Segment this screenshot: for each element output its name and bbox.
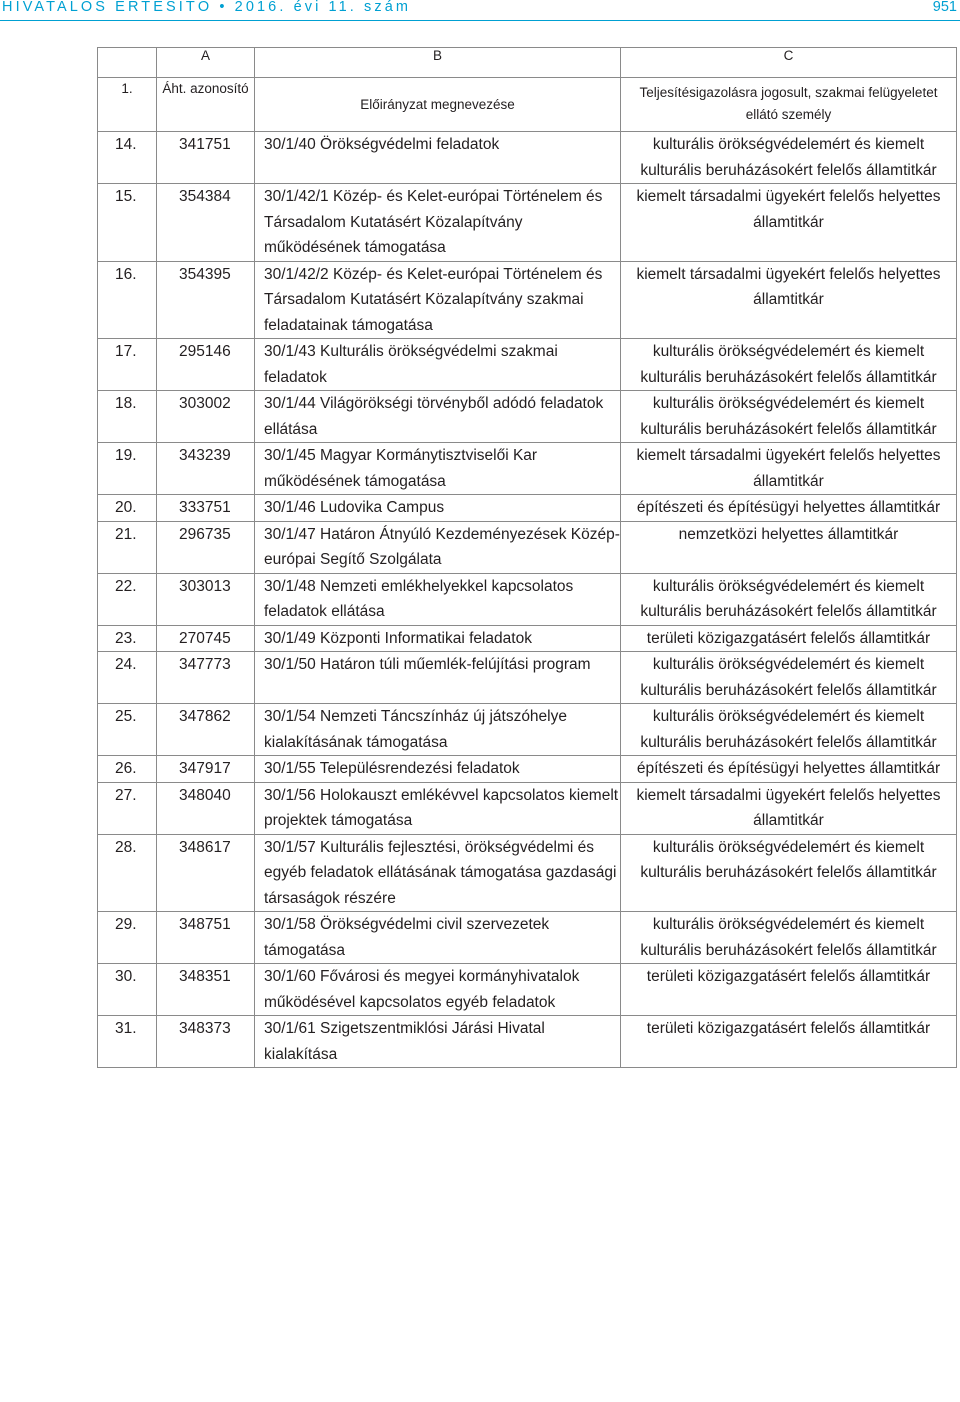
aht-id: 354384	[157, 184, 255, 262]
table-row	[98, 834, 957, 912]
aht-id: 347862	[157, 704, 255, 756]
table-row	[98, 756, 957, 783]
row-number: 18.	[98, 391, 157, 443]
column-letter: B	[255, 48, 621, 78]
column-header: Előirányzat megnevezése	[255, 78, 621, 132]
row-number: 17.	[98, 339, 157, 391]
row-number: 24.	[98, 652, 157, 704]
row-number: 26.	[98, 756, 157, 783]
responsible-person: területi közigazgatásért felelős államtitkár	[621, 625, 957, 652]
table-row	[98, 912, 957, 964]
appropriation-name: 30/1/42/2 Közép- és Kelet-európai Történelem és Társadalom Kutatásért Közalapítvány szakmai feladatainak támogatása	[255, 261, 621, 339]
responsible-person: nemzetközi helyettes államtitkár	[621, 521, 957, 573]
responsible-person: kiemelt társadalmi ügyekért felelős helyettes államtitkár	[621, 261, 957, 339]
page-header	[0, 0, 960, 22]
row-number: 23.	[98, 625, 157, 652]
aht-id: 348373	[157, 1016, 255, 1068]
column-header: Áht. azonosító	[157, 78, 255, 132]
column-header: Teljesítésigazolásra jogosult, szakmai felügyeletet ellátó személy	[621, 78, 957, 132]
aht-id: 333751	[157, 495, 255, 522]
appropriation-name: 30/1/58 Örökségvédelmi civil szervezetek támogatása	[255, 912, 621, 964]
aht-id: 343239	[157, 443, 255, 495]
aht-id: 303002	[157, 391, 255, 443]
table-row	[98, 184, 957, 262]
row-number: 31.	[98, 1016, 157, 1068]
appropriation-name: 30/1/56 Holokauszt emlékévvel kapcsolatos kiemelt projektek támogatása	[255, 782, 621, 834]
column-header-row	[98, 78, 957, 132]
row-number: 21.	[98, 521, 157, 573]
responsible-person: kulturális örökségvédelemért és kiemelt kulturális beruházásokért felelős államtitkár	[621, 834, 957, 912]
table-row	[98, 443, 957, 495]
appropriation-name: 30/1/57 Kulturális fejlesztési, örökségvédelmi és egyéb feladatok ellátásának támogatása gazdasági társaságok részére	[255, 834, 621, 912]
appropriation-name: 30/1/46 Ludovika Campus	[255, 495, 621, 522]
column-letter: C	[621, 48, 957, 78]
row-number: 16.	[98, 261, 157, 339]
column-header: 1.	[98, 78, 157, 132]
aht-id: 347917	[157, 756, 255, 783]
appropriation-name: 30/1/42/1 Közép- és Kelet-európai Történelem és Társadalom Kutatásért Közalapítvány működésének támogatása	[255, 184, 621, 262]
responsible-person: területi közigazgatásért felelős államtitkár	[621, 1016, 957, 1068]
aht-id: 348617	[157, 834, 255, 912]
table-row	[98, 261, 957, 339]
column-letter-row	[98, 48, 957, 78]
aht-id: 296735	[157, 521, 255, 573]
responsible-person: kulturális örökségvédelemért és kiemelt kulturális beruházásokért felelős államtitkár	[621, 391, 957, 443]
aht-id: 348040	[157, 782, 255, 834]
page-number: 951	[932, 0, 957, 15]
responsible-person: kulturális örökségvédelemért és kiemelt kulturális beruházásokért felelős államtitkár	[621, 339, 957, 391]
responsible-person: kiemelt társadalmi ügyekért felelős helyettes államtitkár	[621, 184, 957, 262]
table-row	[98, 782, 957, 834]
row-number: 29.	[98, 912, 157, 964]
table-row	[98, 132, 957, 184]
table-row	[98, 391, 957, 443]
responsible-person: kulturális örökségvédelemért és kiemelt kulturális beruházásokért felelős államtitkár	[621, 652, 957, 704]
table-row	[98, 625, 957, 652]
responsible-person: kulturális örökségvédelemért és kiemelt kulturális beruházásokért felelős államtitkár	[621, 912, 957, 964]
aht-id: 354395	[157, 261, 255, 339]
aht-id: 270745	[157, 625, 255, 652]
appropriation-name: 30/1/47 Határon Átnyúló Kezdeményezések Közép-európai Segítő Szolgálata	[255, 521, 621, 573]
table-row	[98, 652, 957, 704]
table-row	[98, 704, 957, 756]
row-number: 27.	[98, 782, 157, 834]
row-number: 14.	[98, 132, 157, 184]
appropriation-name: 30/1/61 Szigetszentmiklósi Járási Hivatal kialakítása	[255, 1016, 621, 1068]
aht-id: 341751	[157, 132, 255, 184]
appropriation-table	[97, 47, 957, 1068]
row-number: 28.	[98, 834, 157, 912]
row-number: 30.	[98, 964, 157, 1016]
appropriation-name: 30/1/48 Nemzeti emlékhelyekkel kapcsolatos feladatok ellátása	[255, 573, 621, 625]
row-number: 19.	[98, 443, 157, 495]
running-title: HIVATALOS ÉRTESÍTŐ • 2016. évi 11. szám	[2, 0, 412, 15]
row-number: 15.	[98, 184, 157, 262]
appropriation-name: 30/1/55 Településrendezési feladatok	[255, 756, 621, 783]
aht-id: 303013	[157, 573, 255, 625]
header-rule	[0, 20, 960, 21]
appropriation-name: 30/1/50 Határon túli műemlék-felújítási program	[255, 652, 621, 704]
appropriation-name: 30/1/43 Kulturális örökségvédelmi szakmai feladatok	[255, 339, 621, 391]
aht-id: 347773	[157, 652, 255, 704]
aht-id: 348351	[157, 964, 255, 1016]
aht-id: 295146	[157, 339, 255, 391]
responsible-person: építészeti és építésügyi helyettes államtitkár	[621, 756, 957, 783]
row-number: 25.	[98, 704, 157, 756]
column-letter: A	[157, 48, 255, 78]
responsible-person: kulturális örökségvédelemért és kiemelt kulturális beruházásokért felelős államtitkár	[621, 704, 957, 756]
appropriation-name: 30/1/40 Örökségvédelmi feladatok	[255, 132, 621, 184]
row-number: 20.	[98, 495, 157, 522]
appropriation-name: 30/1/49 Központi Informatikai feladatok	[255, 625, 621, 652]
responsible-person: kulturális örökségvédelemért és kiemelt kulturális beruházásokért felelős államtitkár	[621, 573, 957, 625]
table-row	[98, 573, 957, 625]
responsible-person: kulturális örökségvédelemért és kiemelt kulturális beruházásokért felelős államtitkár	[621, 132, 957, 184]
responsible-person: építészeti és építésügyi helyettes államtitkár	[621, 495, 957, 522]
responsible-person: kiemelt társadalmi ügyekért felelős helyettes államtitkár	[621, 782, 957, 834]
table-row	[98, 521, 957, 573]
table-row	[98, 339, 957, 391]
table-row	[98, 964, 957, 1016]
appropriation-name: 30/1/60 Fővárosi és megyei kormányhivatalok működésével kapcsolatos egyéb feladatok	[255, 964, 621, 1016]
table-row	[98, 1016, 957, 1068]
responsible-person: területi közigazgatásért felelős államtitkár	[621, 964, 957, 1016]
appropriation-name: 30/1/44 Világörökségi törvényből adódó feladatok ellátása	[255, 391, 621, 443]
row-number: 22.	[98, 573, 157, 625]
column-letter	[98, 48, 157, 78]
responsible-person: kiemelt társadalmi ügyekért felelős helyettes államtitkár	[621, 443, 957, 495]
appropriation-name: 30/1/54 Nemzeti Táncszínház új játszóhelye kialakításának támogatása	[255, 704, 621, 756]
table-row	[98, 495, 957, 522]
aht-id: 348751	[157, 912, 255, 964]
appropriation-name: 30/1/45 Magyar Kormánytisztviselői Kar működésének támogatása	[255, 443, 621, 495]
